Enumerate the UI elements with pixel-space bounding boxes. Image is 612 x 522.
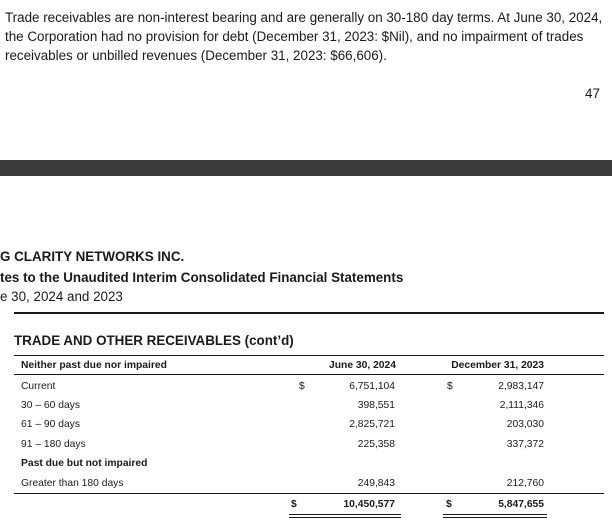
cell-value: 2,111,346 bbox=[499, 400, 544, 411]
row-label: Greater than 180 days bbox=[21, 478, 124, 489]
row-label: 91 – 180 days bbox=[21, 439, 86, 450]
section-title: TRADE AND OTHER RECEIVABLES (cont’d) bbox=[14, 333, 294, 348]
cell-value: 337,372 bbox=[506, 439, 544, 450]
table-top-rule bbox=[14, 355, 604, 356]
paragraph-line: receivables or unbilled revenues (December 31, 2023: $66,606). bbox=[5, 48, 387, 63]
row-label: Current bbox=[21, 381, 56, 392]
total-value-june-2024: 10,450,577 bbox=[343, 499, 395, 510]
currency-symbol: $ bbox=[291, 499, 297, 510]
currency-symbol: $ bbox=[299, 381, 305, 392]
cell-value: 398,551 bbox=[357, 400, 395, 411]
column-header-dec-2023: December 31, 2023 bbox=[451, 360, 544, 371]
column-header-june-2024: June 30, 2024 bbox=[329, 360, 396, 371]
cell-value: 2,983,147 bbox=[498, 381, 544, 392]
header-rule bbox=[14, 312, 604, 314]
cell-value: 2,825,721 bbox=[349, 419, 395, 430]
total-top-rule bbox=[14, 493, 604, 494]
total-double-underline bbox=[289, 514, 401, 515]
intro-paragraph bbox=[5, 8, 609, 65]
statement-period: e 30, 2024 and 2023 bbox=[0, 289, 123, 304]
table-heading: Neither past due nor impaired bbox=[21, 360, 167, 371]
cell-value: 212,760 bbox=[506, 478, 544, 489]
total-double-underline bbox=[443, 514, 547, 515]
cell-value: 203,030 bbox=[506, 419, 544, 430]
row-label: 61 – 90 days bbox=[21, 419, 80, 430]
currency-symbol: $ bbox=[447, 381, 453, 392]
row-label: 30 – 60 days bbox=[21, 400, 80, 411]
header-underline bbox=[14, 374, 604, 375]
statement-title: tes to the Unaudited Interim Consolidated Financial Statements bbox=[0, 270, 404, 285]
page-divider bbox=[0, 160, 612, 176]
total-double-underline bbox=[289, 517, 401, 518]
table-subheading: Past due but not impaired bbox=[21, 458, 148, 469]
total-double-underline bbox=[443, 517, 547, 518]
company-name: G CLARITY NETWORKS INC. bbox=[0, 249, 185, 264]
page-number: 47 bbox=[585, 86, 600, 101]
currency-symbol: $ bbox=[446, 499, 452, 510]
total-value-dec-2023: 5,847,655 bbox=[498, 499, 544, 510]
cell-value: 6,751,104 bbox=[349, 381, 395, 392]
cell-value: 225,358 bbox=[357, 439, 395, 450]
paragraph-line: Trade receivables are non-interest bearing and are generally on 30-180 day terms. At June 30, 2024, bbox=[5, 10, 603, 25]
paragraph-line: the Corporation had no provision for debt (December 31, 2023: $Nil), and no impairment of trades bbox=[5, 29, 584, 44]
cell-value: 249,843 bbox=[357, 478, 395, 489]
